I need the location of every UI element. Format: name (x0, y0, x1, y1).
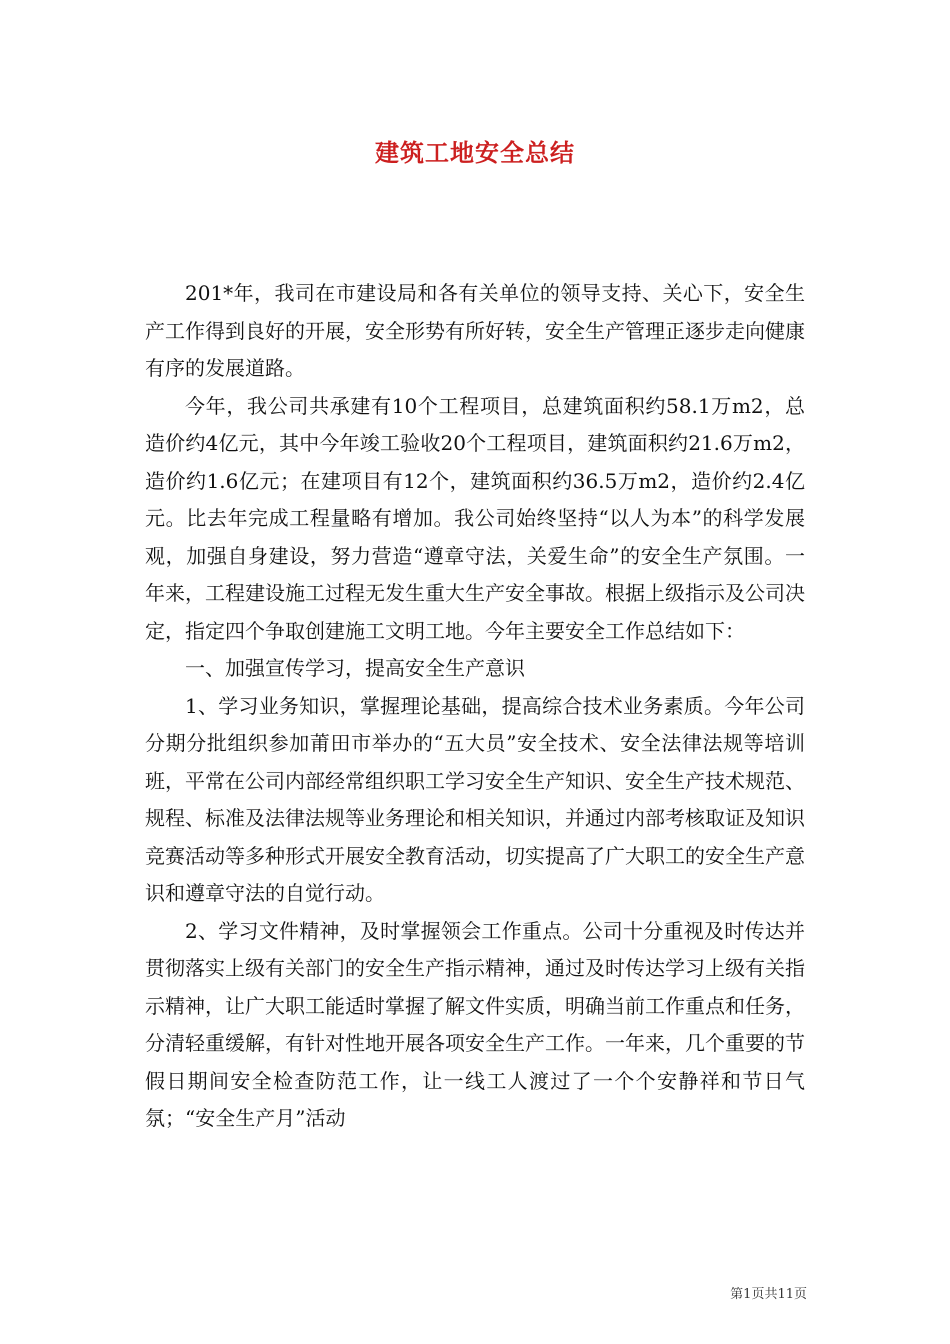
paragraph-intro: 201*年，我司在市建设局和各有关单位的领导支持、关心下，安全生产工作得到良好的开展，安全形势有所好转，安全生产管理正逐步走向健康有序的发展道路。 (145, 281, 805, 380)
paragraph-item-2: 2、学习文件精神，及时掌握领会工作重点。公司十分重视及时传达并贯彻落实上级有关部门的安全生产指示精神，通过及时传达学习上级有关指示精神，让广大职工能适时掌握了解文件实质，明确当前工作重点和任务，分清轻重缓解，有针对性地开展各项安全生产工作。一年来，几个重要的节假日期间安全检查防范工作，让一线工人渡过了一个个安静祥和节日气氛；“安全生产月”活动 (145, 918, 805, 1130)
page-number-footer: 第1页共11页 (730, 1287, 807, 1302)
paragraph-overview: 今年，我公司共承建有10个工程项目，总建筑面积约58.1万m2，总造价约4亿元，其中今年竣工验收20个工程项目，建筑面积约21.6万m2，造价约1.6亿元；在建项目有12个，建筑面积约36.5万m2，造价约2.4亿元。比去年完成工程量略有增加。我公司始终坚持“以人为本”的科学发展观，加强自身建设，努力营造“遵章守法，关爱生命”的安全生产氛围。一年来，工程建设施工过程无发生重大生产安全事故。根据上级指示及公司决定，指定四个争取创建施工文明工地。今年主要安全工作总结如下： (145, 393, 805, 643)
document-body (145, 275, 805, 1138)
section-heading-1: 一、加强宣传学习，提高安全生产意识 (185, 656, 525, 680)
paragraph-item-1: 1、学习业务知识，掌握理论基础，提高综合技术业务素质。今年公司分期分批组织参加莆田市举办的“五大员”安全技术、安全法律法规等培训班，平常在公司内部经常组织职工学习安全生产知识、安全生产技术规范、规程、标准及法律法规等业务理论和相关知识，并通过内部考核取证及知识竞赛活动等多种形式开展安全教育活动，切实提高了广大职工的安全生产意识和遵章守法的自觉行动。 (145, 693, 805, 905)
document-title: 建筑工地安全总结 (375, 138, 575, 167)
